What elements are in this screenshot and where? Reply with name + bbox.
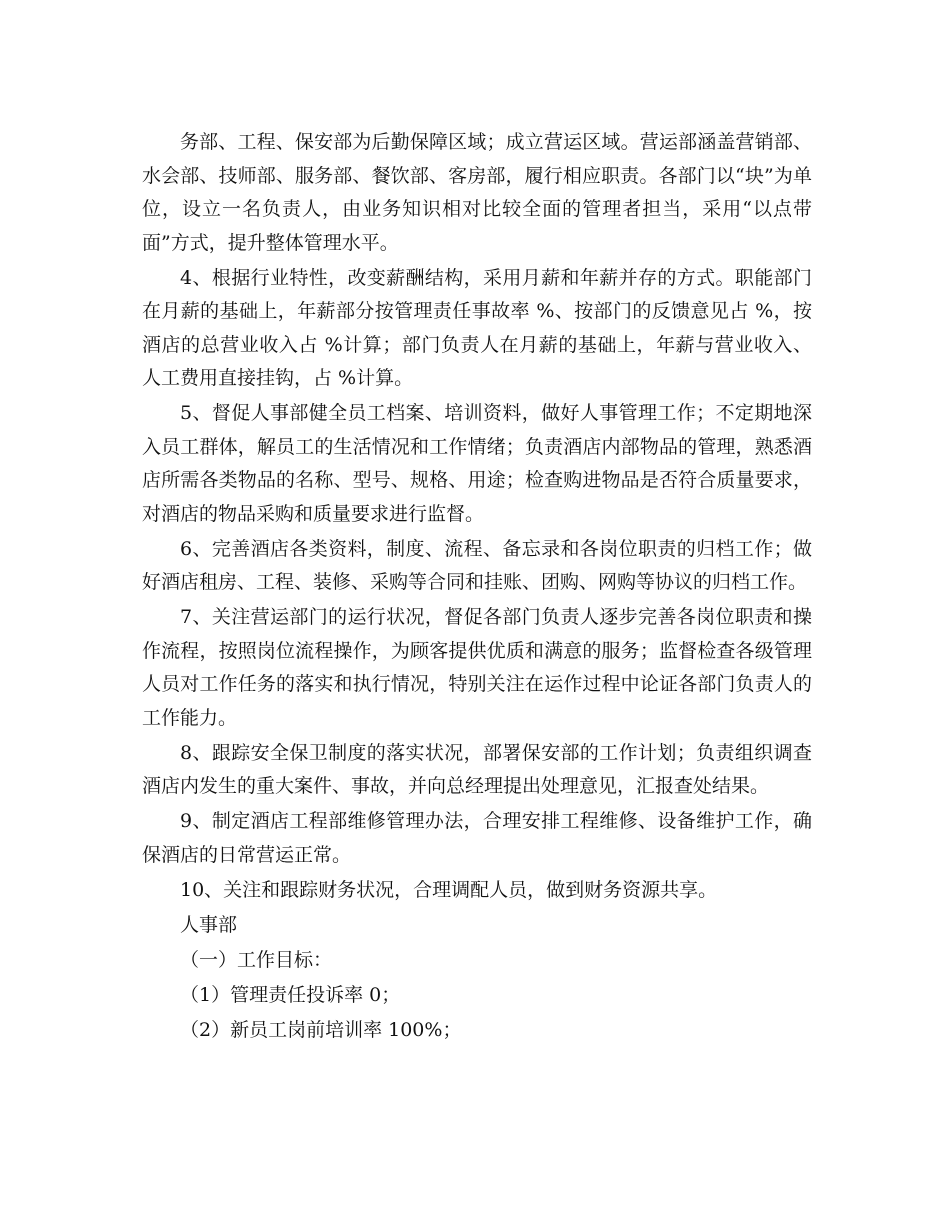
paragraph-item-9: 9、制定酒店工程部维修管理办法，合理安排工程维修、设备维护工作，确保酒店的日常营运正常。: [142, 810, 812, 866]
paragraph-item-10: 10、关注和跟踪财务状况，合理调配人员，做到财务资源共享。: [180, 878, 718, 901]
paragraph-departments: 务部、工程、保安部为后勤保障区域；成立营运区域。营运部涵盖营销部、水会部、技师部、服务部、餐饮部、客房部，履行相应职责。各部门以“块”为单位，设立一名负责人，由业务知识相对比较全面的管理者担当，采用“以点带面”方式，提升整体管理水平。: [142, 131, 812, 254]
paragraph-item-6: 6、完善酒店各类资料，制度、流程、备忘录和各岗位职责的归档工作；做好酒店租房、工程、装修、采购等合同和挂账、团购、网购等协议的归档工作。: [142, 537, 812, 593]
paragraph-item-5: 5、督促人事部健全员工档案、培训资料，做好人事管理工作；不定期地深入员工群体，解员工的生活情况和工作情绪；负责酒店内部物品的管理，熟悉酒店所需各类物品的名称、型号、规格、用途；检查购进物品是否符合质量要求，对酒店的物品采购和质量要求进行监督。: [142, 402, 812, 525]
paragraph-item-7: 7、关注营运部门的运行状况，督促各部门负责人逐步完善各岗位职责和操作流程，按照岗位流程操作，为顾客提供优质和满意的服务；监督检查各级管理人员对工作任务的落实和执行情况，特别关注在运作过程中论证各部门负责人的工作能力。: [142, 606, 812, 729]
paragraph-item-8: 8、跟踪安全保卫制度的落实状况，部署保安部的工作计划；负责组织调查酒店内发生的重大案件、事故，并向总经理提出处理意见，汇报查处结果。: [142, 741, 812, 797]
paragraph-item-4: 4、根据行业特性，改变薪酬结构，采用月薪和年薪并存的方式。职能部门在月薪的基础上，年薪部分按管理责任事故率 %、按部门的反馈意见占 %，按酒店的总营业收入占 %计算；部门负责人在月薪的基础上，年薪与营业收入、人工费用直接挂钩，占 %计算。: [142, 266, 812, 389]
goal-item-1: （1）管理责任投诉率 0；: [180, 983, 401, 1006]
goal-item-2: （2）新员工岗前培训率 100%；: [180, 1018, 462, 1041]
subheading-work-goals: （一）工作目标：: [180, 948, 333, 971]
section-heading-hr: 人事部: [180, 913, 238, 936]
document-body: [142, 126, 812, 1049]
